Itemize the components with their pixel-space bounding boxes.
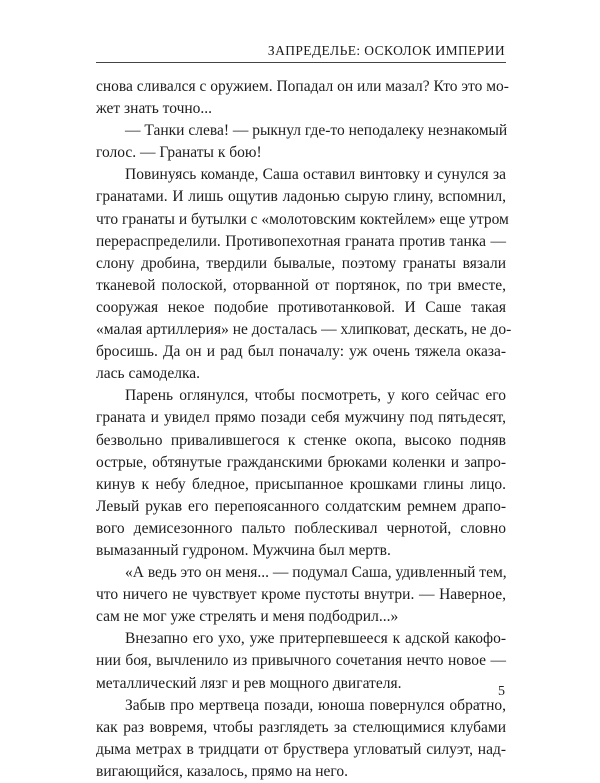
text-line: сам не мог уже стрелять и меня подбодрил...»: [96, 608, 399, 626]
text-line: что гранаты и бутылки с «молотовским коктейлем» еще утром: [96, 210, 509, 228]
text-line: Повинуясь команде, Саша оставил винтовку и сунулся за: [125, 166, 506, 184]
text-line: Парень оглянулся, чтобы посмотреть, у кого сейчас его: [125, 387, 506, 405]
text-line: что ничего не чувствует кроме пустоты внутри. — Наверное,: [96, 586, 506, 604]
paragraph-2: [96, 120, 506, 164]
page-number: 5: [498, 684, 505, 699]
text-line: вымазанный гудроном. Мужчина был мертв.: [96, 541, 391, 559]
text-line: Левый рукав его перепоясанного солдатским ремнем драпо-: [96, 497, 506, 515]
text-line: металлический лязг и рев мощного двигателя.: [96, 674, 402, 692]
text-line: граната и увидел прямо позади себя мужчину под пятьдесят,: [96, 409, 506, 427]
text-line: слону дробина, твердили бывалые, поэтому гранаты вязали: [96, 254, 506, 272]
text-line: сооружая некое подобие противотанковой. И Саше такая: [96, 298, 506, 316]
header-rule: [96, 62, 506, 63]
text-line: «малая артиллерия» не досталась — хлипковат, дескать, не до-: [96, 321, 512, 339]
body-text: [96, 76, 512, 783]
text-line: Внезапно его ухо, уже притерпевшееся к адской какофо-: [125, 630, 506, 648]
text-line: гранатами. И лишь ощутив ладонью сырую глину, вспомнил,: [96, 188, 506, 206]
text-line: нии боя, вычленило из привычного сочетания нечто новое —: [96, 652, 506, 670]
text-line: жет знать точно...: [96, 100, 213, 118]
text-line: безвольно привалившегося к стенке окопа, высоко подняв: [96, 431, 506, 449]
text-line: — Танки слева! — рыкнул где-то неподалеку незнакомый: [125, 122, 508, 140]
text-line: лась самоделка.: [96, 365, 201, 383]
text-line: кинув к небу бледное, присыпанное крошками глины лицо.: [96, 475, 506, 493]
running-header: ЗАПРЕДЕЛЬЕ: ОСКОЛОК ИМПЕРИИ: [267, 43, 505, 58]
text-line: вого демисезонного пальто поблескивал чернотой, словно: [96, 519, 506, 537]
paragraph-6: [96, 628, 506, 694]
text-line: как раз вовремя, чтобы разглядеть за стелющимися клубами: [96, 718, 506, 736]
text-line: «А ведь это он меня... — подумал Саша, удивленный тем,: [125, 564, 507, 582]
paragraph-1: [96, 76, 509, 120]
text-line: вигающийся, казалось, прямо на него.: [96, 762, 349, 780]
text-line: тканевой полоской, оторванной от портянок, по три вместе,: [96, 276, 506, 294]
text-line: голос. — Гранаты к бою!: [96, 144, 262, 162]
paragraph-7: [96, 695, 506, 783]
text-line: Забыв про мертвеца позади, юноша повернулся обратно,: [125, 696, 506, 714]
text-line: снова сливался с оружием. Попадал он или мазал? Кто это мо-: [96, 78, 509, 95]
paragraph-4: [96, 385, 506, 562]
text-line: острые, обтянутые гражданскими брюками коленки и запро-: [96, 453, 506, 471]
text-line: дыма метрах в тридцати от бруствера угловатый силуэт, над-: [96, 740, 506, 758]
paragraph-3: [96, 164, 512, 385]
text-line: бросишь. Да он и рад был поначалу: уж очень тяжела оказа-: [96, 343, 506, 361]
text-line: перераспределили. Противопехотная граната против танка —: [96, 232, 506, 250]
paragraph-5: [96, 562, 506, 628]
